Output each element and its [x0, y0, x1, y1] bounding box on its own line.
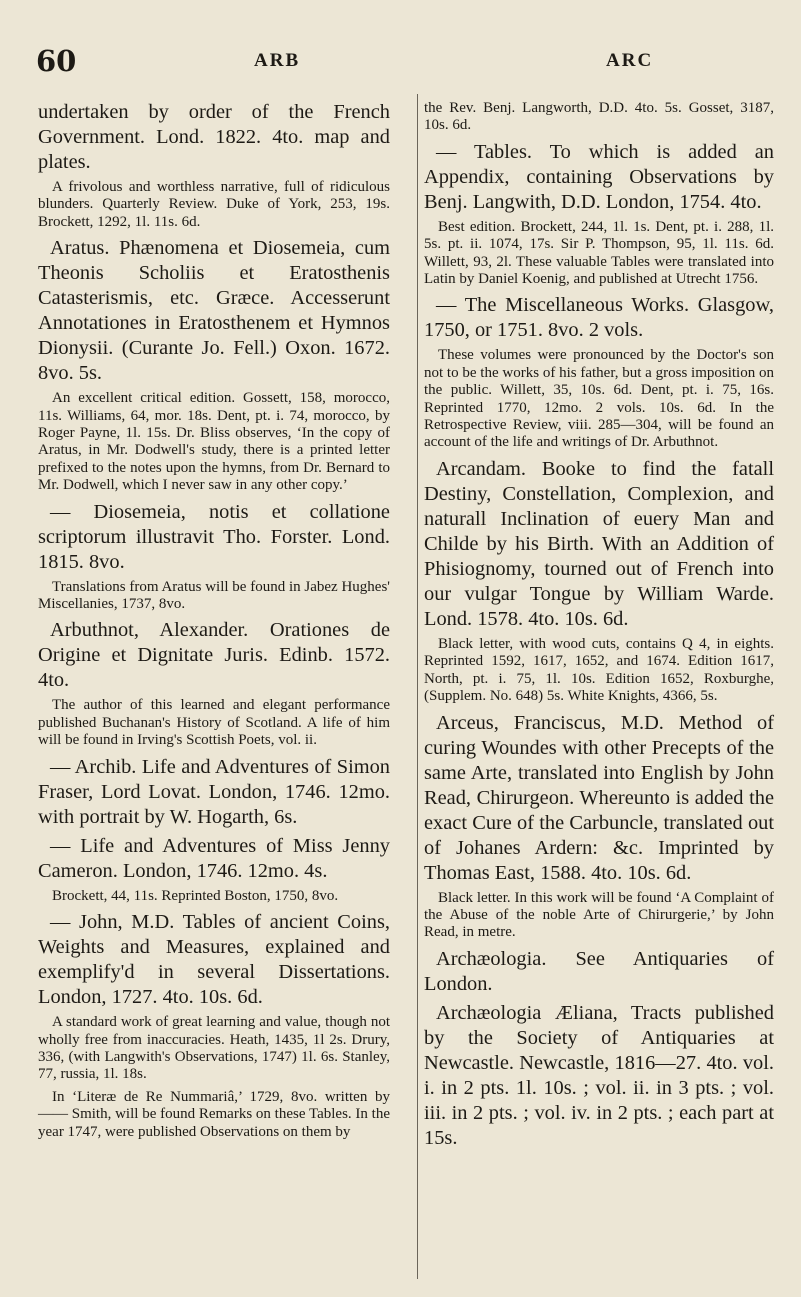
- entry-text: Arbuthnot, Alexander. Orationes de Origine et Dignitate Juris. Edinb. 1572. 4to.: [38, 619, 390, 692]
- entry-text: — John, M.D. Tables of ancient Coins, Weights and Measures, explained and exemplify'd in several Dissertations. London, 1727. 4to. 10s. 6d.: [38, 911, 390, 1009]
- entry-text: — Diosemeia, notis et collatione scriptorum illustravit Tho. Forster. Lond. 1815. 8vo.: [38, 500, 390, 573]
- entry-text: Arceus, Franciscus, M.D. Method of curing Woundes with other Precepts of the same Arte, translated into English by John Read, Chirurgeon. Whereunto is added the exact Cure of the Carbuncle, translated out of Johanes Ardern: &c. Imprinted by Thomas East, 1588. 4to. 10s. 6d.: [424, 711, 774, 884]
- entry-note: In ‘Literæ de Re Nummariâ,’ 1729, 8vo. written by —— Smith, will be found Remarks on these Tables. In the year 1747, were published Observations on them by: [38, 1088, 390, 1140]
- entry-text: — Archib. Life and Adventures of Simon Fraser, Lord Lovat. London, 1746. 12mo. with portrait by W. Hogarth, 6s.: [38, 755, 390, 828]
- entry-text: Aratus. Phænomena et Diosemeia, cum Theonis Scholiis et Eratosthenis Catasterismis, etc. Græce. Accesserunt Annotationes in Eratosthenem et Hymnos Dionysii. (Curante Jo. Fell.) Oxon. 1672. 8vo. 5s.: [38, 237, 390, 385]
- guide-word-left: ARB: [254, 50, 301, 71]
- entry-text: — Tables. To which is added an Appendix, containing Observations by Benj. Langwith, D.D. London, 1754. 4to.: [424, 140, 774, 213]
- running-header: [36, 44, 763, 84]
- guide-word-right: ARC: [606, 50, 654, 71]
- entry-note: These volumes were pronounced by the Doctor's son not to be the works of his father, but a gross imposition on the public. Willett, 35, 10s. 6d. Dent, pt. i. 75, 16s. Reprinted 1770, 12mo. 2 vols. 10s. 6d. In the Retrospective Review, viii. 285—304, will be found an account of the life and writings of Dr. Arbuthnot.: [424, 347, 774, 451]
- entry-note: A standard work of great learning and value, though not wholly free from inaccuracies. Heath, 1435, 1l 2s. Drury, 336, (with Langwith's Observations, 1747) 1l. 6s. Stanley, 77, russia, 1l. 18s.: [38, 1014, 390, 1083]
- entry-text: Archæologia Æliana, Tracts published by the Society of Antiquaries at Newcastle. Newcastle, 1816—27. 4to. vol. i. in 2 pts. 1l. 10s. ; vol. ii. in 3 pts. ; vol. iii. in 2 pts. ; vol. iv. in 2 pts. ; each part at 15s.: [424, 1001, 774, 1149]
- entry-note: Best edition. Brockett, 244, 1l. 1s. Dent, pt. i. 288, 1l. 5s. pt. ii. 1074, 17s. Sir P. Thompson, 95, 1l. 11s. 6d. Willett, 93, 2l. These valuable Tables were translated into Latin by Daniel Koenig, and published at Utrecht 1756.: [424, 218, 774, 288]
- entry-text: Arcandam. Booke to find the fatall Destiny, Constellation, Complexion, and naturall Inclination of euery Man and Childe by his Birth. With an Addition of Phisiognomy, tourned out of French into our vulgar Tongue by William Warde. Lond. 1578. 4to. 10s. 6d.: [424, 457, 774, 630]
- entry-note: The author of this learned and elegant performance published Buchanan's History of Scotland. A life of him will be found in Irving's Scottish Poets, vol. ii.: [38, 697, 390, 749]
- entry-note: A frivolous and worthless narrative, full of ridiculous blunders. Quarterly Review. Duke of York, 253, 19s. Brockett, 1292, 1l. 11s. 6d.: [38, 179, 390, 230]
- entry-note: Black letter, with wood cuts, contains Q 4, in eights. Reprinted 1592, 1617, 1652, and 1674. Edition 1617, North, pt. i. 75, 1l. 10s. Edition 1652, Roxburghe, (Supplem. No. 648) 5s. White Knights, 4366, 5s.: [424, 635, 774, 705]
- entry-text: — Life and Adventures of Miss Jenny Cameron. London, 1746. 12mo. 4s.: [38, 834, 390, 882]
- entry-note: Brockett, 44, 11s. Reprinted Boston, 1750, 8vo.: [52, 887, 339, 904]
- column-divider: [417, 94, 418, 1279]
- page-number: 60: [36, 44, 77, 78]
- entry-text: Archæologia. See Antiquaries of London.: [424, 947, 774, 995]
- entry-note: An excellent critical edition. Gossett, 158, morocco, 11s. Williams, 64, mor. 18s. Dent, pt. i. 74, morocco, by Roger Payne, 1l. 15s. Dr. Bliss observes, ‘In the copy of Aratus, in Mr. Dodwell's study, there is a printed letter prefixed to the notes upon the hymns, from Dr. Bernard to Mr. Dodwell, which I never saw in any other copy.’: [38, 390, 390, 494]
- right-column: [424, 100, 774, 1155]
- entry-note: the Rev. Benj. Langworth, D.D. 4to. 5s. Gosset, 3187, 10s. 6d.: [424, 100, 774, 134]
- entry-note: Black letter. In this work will be found ‘A Complaint of the Abuse of the noble Arte of Chirurgerie,’ by John Read, in metre.: [424, 889, 774, 941]
- entry-note: Translations from Aratus will be found in Jabez Hughes' Miscellanies, 1737, 8vo.: [38, 578, 390, 613]
- left-column: [38, 100, 390, 1146]
- entry-text: undertaken by order of the French Government. Lond. 1822. 4to. map and plates.: [38, 101, 390, 173]
- entry-text: — The Miscellaneous Works. Glasgow, 1750, or 1751. 8vo. 2 vols.: [424, 294, 774, 342]
